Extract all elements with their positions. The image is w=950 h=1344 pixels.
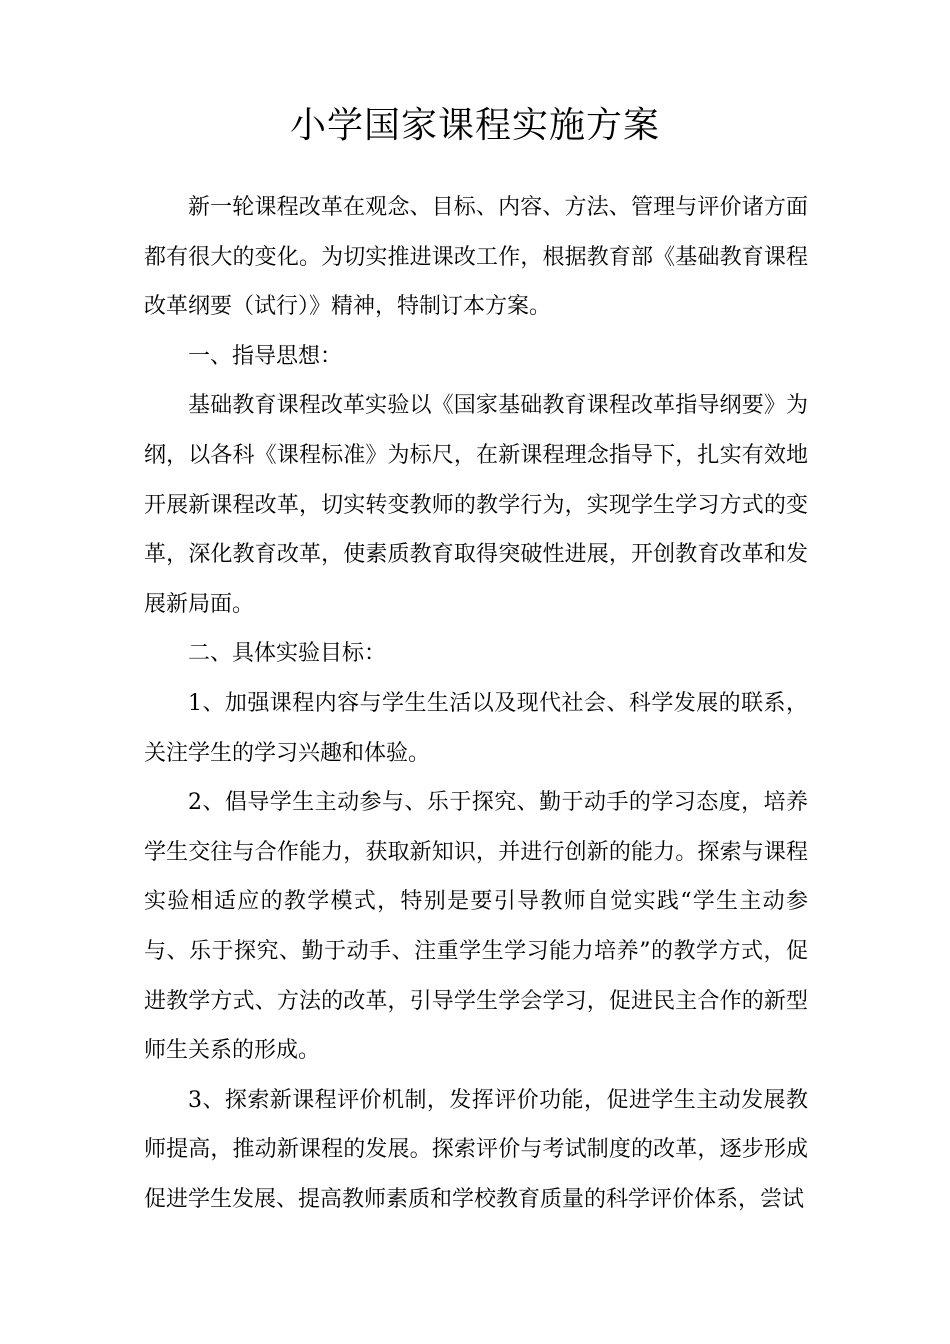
guiding-ideology-paragraph: 基础教育课程改革实验以《国家基础教育课程改革指导纲要》为纲，以各科《课程标准》为标尺，在新课程理念指导下，扎实有效地开展新课程改革，切实转变教师的教学行为，实现学生学习方式的变革，深化教育改革，使素质教育取得突破性进展，开创教育改革和发展新局面。	[144, 393, 808, 617]
section-heading-experiment-goals: 二、具体实验目标：	[188, 641, 387, 667]
goal-item-2: 2、倡导学生主动参与、乐于探究、勤于动手的学习态度，培养学生交往与合作能力，获取新知识，并进行创新的能力。探索与课程实验相适应的教学模式，特别是要引导教师自觉实践“学生主动参与、乐于探究、勤于动手、注重学生学习能力培养”的教学方式，促进教学方式、方法的改革，引导学生学会学习，促进民主合作的新型师生关系的形成。	[144, 790, 808, 1064]
document-title: 小学国家课程实施方案	[289, 105, 660, 146]
section-heading-guiding-ideology: 一、指导思想：	[188, 343, 343, 369]
intro-paragraph: 新一轮课程改革在观念、目标、内容、方法、管理与评价诸方面都有很大的变化。为切实推进课改工作，根据教育部《基础教育课程改革纲要（试行）》精神，特制订本方案。	[144, 195, 808, 320]
document-body	[144, 183, 808, 1224]
goal-item-1: 1、加强课程内容与学生生活以及现代社会、科学发展的联系，关注学生的学习兴趣和体验。	[144, 690, 808, 766]
goal-item-3: 3、探索新课程评价机制，发挥评价功能，促进学生主动发展教师提高，推动新课程的发展。探索评价与考试制度的改革，逐步形成促进学生发展、提高教师素质和学校教育质量的科学评价体系，尝试	[144, 1087, 808, 1212]
